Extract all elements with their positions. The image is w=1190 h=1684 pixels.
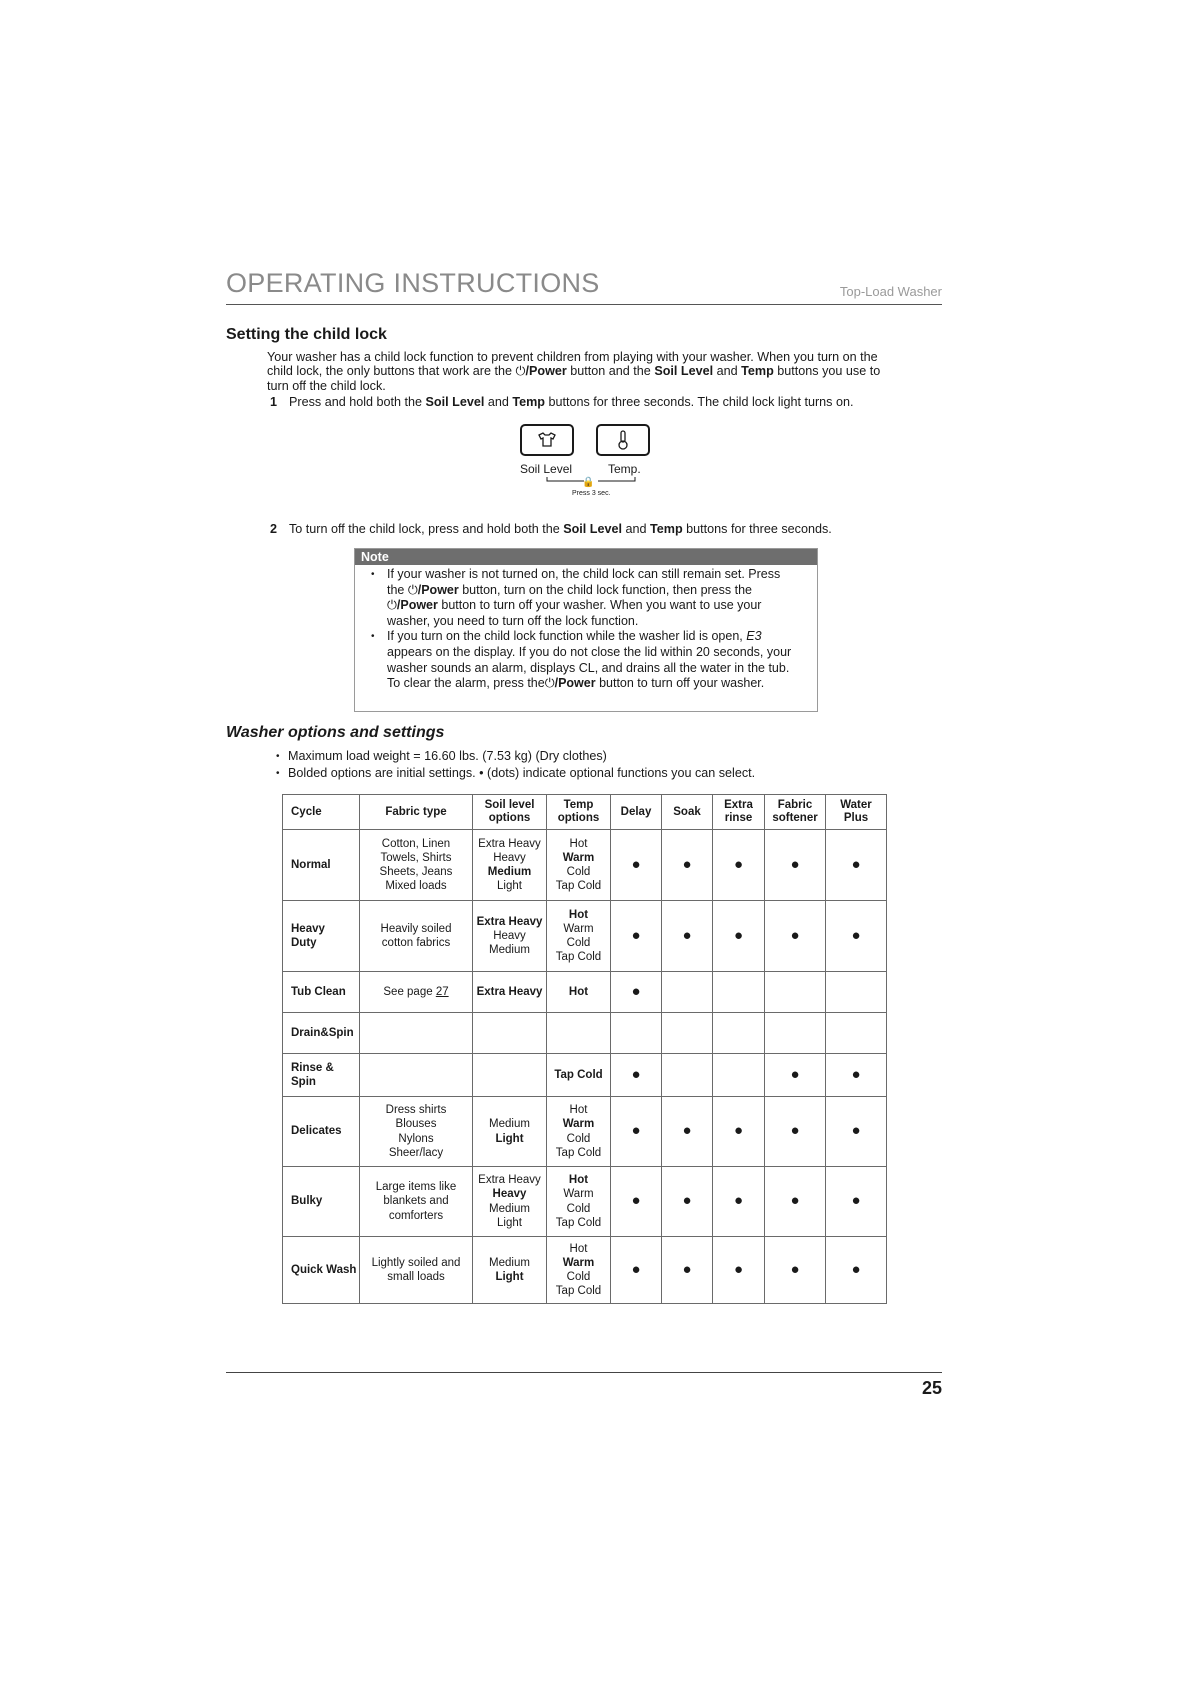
temp-cell: Hot Warm Cold Tap Cold [547,1167,611,1237]
fabric-cell: Cotton, Linen Towels, Shirts Sheets, Jeans Mixed loads [360,830,473,901]
temp-label: Temp. [608,462,641,476]
footer-divider [226,1372,942,1373]
fabric-cell: See page 27 [360,972,473,1013]
option-dot: ● [662,830,713,901]
empty-cell [611,1013,662,1054]
soil-cell: Extra Heavy Heavy Medium Light [473,830,547,901]
option-dot: ● [826,901,887,972]
temp-cell: Hot Warm Cold Tap Cold [547,901,611,972]
lock-icon: 🔒 [582,477,595,488]
option-dot: ● [611,972,662,1013]
power-icon: ⏻ [407,582,418,597]
empty-cell [765,972,826,1013]
col-header: Fabric type [360,795,473,830]
empty-cell [713,1054,765,1097]
step-2: 2 To turn off the child lock, press and hold both the Soil Level and Temp buttons for three seconds. [270,522,832,536]
temp-cell: Hot [547,972,611,1013]
press-3-sec-label: Press 3 sec. [572,490,611,497]
empty-cell [473,1054,547,1097]
soil-level-button [520,424,574,456]
fabric-cell: Large items like blankets and comforters [360,1167,473,1237]
soil-cell: Medium Light [473,1097,547,1167]
cycle-cell: Normal [283,830,360,901]
options-heading: Washer options and settings [226,724,445,741]
table-row [283,1097,887,1167]
power-icon: ⏻ [544,676,555,691]
option-dot: ● [611,1054,662,1097]
table-row [283,1013,887,1054]
page-number: 25 [921,1378,942,1398]
empty-cell [547,1013,611,1054]
temp-cell: Hot Warm Cold Tap Cold [547,830,611,901]
option-dot: ● [611,1097,662,1167]
empty-cell [826,972,887,1013]
empty-cell [713,972,765,1013]
option-dot: ● [765,901,826,972]
col-header: Extra rinse [713,795,765,830]
cycle-cell: Tub Clean [283,972,360,1013]
table-row [283,972,887,1013]
table-row [283,1167,887,1237]
step-1: 1 Press and hold both the Soil Level and Temp buttons for three seconds. The child lock light turns on. [270,395,854,409]
child-lock-heading: Setting the child lock [226,326,387,343]
fabric-cell: Lightly soiled and small loads [360,1237,473,1304]
option-dot: ● [826,1237,887,1304]
shirt-icon [522,426,572,454]
col-header: Temp options [547,795,611,830]
option-dot: ● [826,830,887,901]
col-header: Soak [662,795,713,830]
soil-cell: Extra Heavy Heavy Medium Light [473,1167,547,1237]
options-table [282,794,887,1304]
soil-cell: Extra Heavy [473,972,547,1013]
power-icon: ⏻ [387,598,397,613]
option-dot: ● [826,1097,887,1167]
child-lock-diagram [516,422,666,502]
option-dot: ● [713,1167,765,1237]
soil-level-label: Soil Level [520,462,573,476]
header-divider [226,304,942,305]
cycle-cell: Delicates [283,1097,360,1167]
option-dot: ● [765,1054,826,1097]
col-header: Cycle [283,795,360,830]
option-dot: ● [662,1237,713,1304]
empty-cell [662,972,713,1013]
option-dot: ● [765,830,826,901]
table-row [283,830,887,901]
cycle-cell: Drain&Spin [283,1013,360,1054]
note-list [371,567,801,692]
note-item: • If your washer is not turned on, the child lock can still remain set. Press the ⏻/Power button, turn on the child lock function, then press the ⏻/Power button to turn off your washer. When you want to use your washer, you need to turn off the lock function. [371,567,801,629]
option-dot: ● [611,1167,662,1237]
option-dot: ● [713,1237,765,1304]
option-dot: ● [826,1054,887,1097]
options-bullet: • Maximum load weight = 16.60 lbs. (7.53 kg) (Dry clothes) [276,748,876,765]
empty-cell [826,1013,887,1054]
thermometer-icon [598,426,648,454]
table-row [283,1237,887,1304]
note-title: Note [355,549,817,565]
col-header: Water Plus [826,795,887,830]
option-dot: ● [765,1167,826,1237]
soil-cell: Medium Light [473,1237,547,1304]
empty-cell [473,1013,547,1054]
col-header: Fabric softener [765,795,826,830]
cycle-cell: Heavy Duty [283,901,360,972]
page-link[interactable]: 27 [435,985,449,998]
table-row [283,1054,887,1097]
empty-cell [662,1013,713,1054]
option-dot: ● [662,1167,713,1237]
option-dot: ● [713,1097,765,1167]
col-header: Soil level options [473,795,547,830]
temp-cell: Hot Warm Cold Tap Cold [547,1237,611,1304]
cycle-cell: Bulky [283,1167,360,1237]
option-dot: ● [765,1097,826,1167]
option-dot: ● [662,901,713,972]
soil-cell: Extra Heavy Heavy Medium [473,901,547,972]
option-dot: ● [611,901,662,972]
option-dot: ● [662,1097,713,1167]
empty-cell [360,1013,473,1054]
empty-cell [713,1013,765,1054]
options-bullet: • Bolded options are initial settings. • (dots) indicate optional functions you can select. [276,765,876,782]
fabric-cell: Heavily soiled cotton fabrics [360,901,473,972]
table-header-row [283,795,887,830]
page-header-title: OPERATING INSTRUCTIONS [226,268,600,298]
options-bullets [276,748,876,782]
empty-cell [765,1013,826,1054]
cycle-cell: Quick Wash [283,1237,360,1304]
page-header-subtitle: Top-Load Washer [839,284,942,299]
table-row [283,901,887,972]
empty-cell [360,1054,473,1097]
note-box [354,548,818,712]
option-dot: ● [826,1167,887,1237]
temp-button [596,424,650,456]
empty-cell [662,1054,713,1097]
temp-cell: Tap Cold [547,1054,611,1097]
option-dot: ● [713,830,765,901]
col-header: Delay [611,795,662,830]
power-icon: ⏻ [515,364,526,379]
option-dot: ● [611,1237,662,1304]
note-item: • If you turn on the child lock function while the washer lid is open, E3 appears on the display. If you do not close the lid within 20 seconds, your washer sounds an alarm, displays CL, and drains all the water in the tub. To clear the alarm, press the⏻/Power button to turn off your washer. [371,629,801,691]
option-dot: ● [765,1237,826,1304]
fabric-cell: Dress shirts Blouses Nylons Sheer/lacy [360,1097,473,1167]
child-lock-intro: Your washer has a child lock function to prevent children from playing with your washer. When you turn on the child lock, the only buttons that work are the ⏻/Power button and the Soil Level and Temp buttons you use to turn off the child lock. [267,350,881,393]
cycle-cell: Rinse & Spin [283,1054,360,1097]
temp-cell: Hot Warm Cold Tap Cold [547,1097,611,1167]
option-dot: ● [611,830,662,901]
option-dot: ● [713,901,765,972]
